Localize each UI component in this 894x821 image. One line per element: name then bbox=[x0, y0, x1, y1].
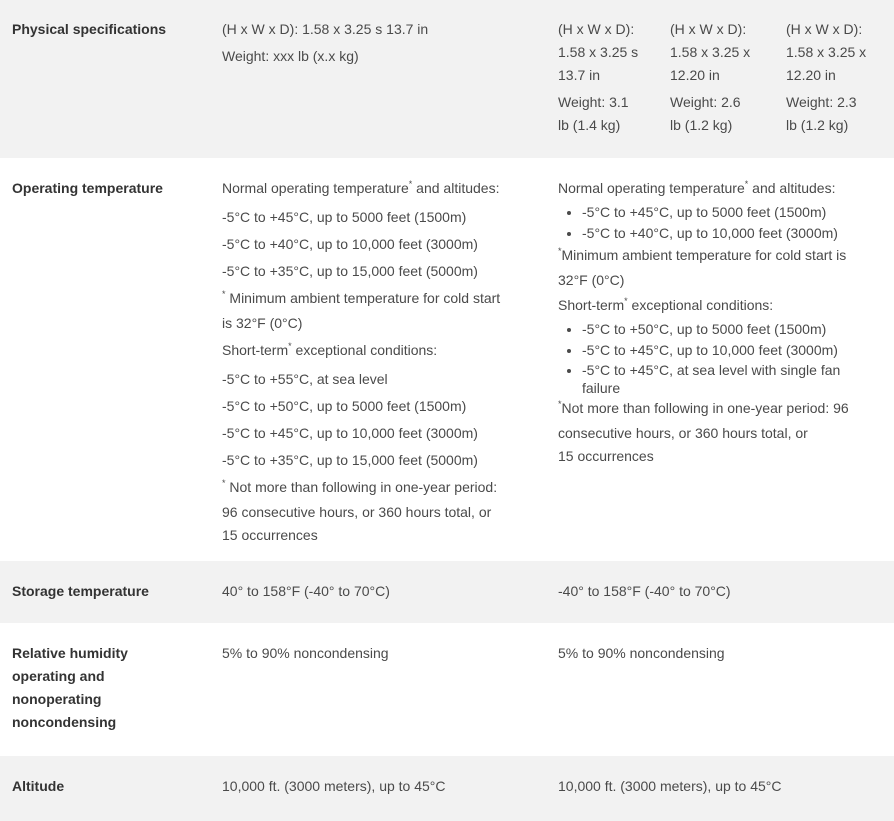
list-item: • -5°C to +45°C, up to 5000 feet (1500m) bbox=[582, 202, 878, 223]
list-item: • -5°C to +50°C, up to 5000 feet (1500m) bbox=[582, 319, 878, 340]
dims-line: (H x W x D): bbox=[670, 21, 747, 37]
label-line: nonoperating bbox=[12, 691, 102, 707]
weight-line: Weight: 2.6 bbox=[670, 94, 741, 110]
dims-line: (H x W x D): bbox=[558, 21, 635, 37]
operating-left bbox=[222, 177, 542, 547]
short-intro: Short-term* exceptional conditions: bbox=[558, 296, 774, 313]
dims-line: 1.58 x 3.25 x bbox=[670, 44, 751, 60]
dims-line: 13.7 in bbox=[558, 67, 601, 83]
row-label: Storage temperature bbox=[12, 583, 149, 599]
physical-col1 bbox=[222, 18, 428, 68]
dims-line: 1.58 x 3.25 s bbox=[558, 44, 639, 60]
row-operating-temperature bbox=[0, 158, 894, 561]
normal-intro: Normal operating temperature* and altitudes: bbox=[558, 179, 836, 196]
storage-right: -40° to 158°F (-40° to 70°C) bbox=[558, 583, 731, 599]
list-item: • -5°C to +45°C, at sea level with single fan failure bbox=[582, 361, 862, 397]
row-storage-temperature bbox=[0, 561, 894, 623]
normal-intro: Normal operating temperature* and altitudes: bbox=[222, 179, 500, 196]
condition-line: -5°C to +35°C, up to 15,000 feet (5000m) bbox=[222, 452, 478, 468]
footnote: is 32°F (0°C) bbox=[222, 315, 303, 331]
weight-line: lb (1.2 kg) bbox=[670, 117, 733, 133]
footnote: * Not more than following in one-year period: bbox=[222, 478, 498, 495]
physical-col3 bbox=[670, 18, 750, 137]
altitude-right: 10,000 ft. (3000 meters), up to 45°C bbox=[558, 778, 782, 794]
footnote: *Minimum ambient temperature for cold start is bbox=[558, 246, 847, 263]
condition-line: -5°C to +45°C, up to 10,000 feet (3000m) bbox=[222, 425, 478, 441]
humidity-left: 5% to 90% noncondensing bbox=[222, 645, 389, 661]
condition-line: -5°C to +40°C, up to 10,000 feet (3000m) bbox=[222, 236, 478, 252]
list-item: • -5°C to +45°C, up to 10,000 feet (3000m) bbox=[582, 340, 878, 361]
storage-left: 40° to 158°F (-40° to 70°C) bbox=[222, 583, 390, 599]
dims-line: 12.20 in bbox=[670, 67, 720, 83]
row-label: Operating temperature bbox=[12, 180, 163, 196]
weight-line: lb (1.4 kg) bbox=[558, 117, 621, 133]
footnote: 32°F (0°C) bbox=[558, 272, 625, 288]
humidity-right: 5% to 90% noncondensing bbox=[558, 645, 725, 661]
footnote: consecutive hours, or 360 hours total, or bbox=[558, 425, 808, 441]
normal-list bbox=[558, 202, 878, 244]
condition-line: -5°C to +50°C, up to 5000 feet (1500m) bbox=[222, 398, 467, 414]
physical-col2 bbox=[558, 18, 638, 137]
footnote: 96 consecutive hours, or 360 hours total, or bbox=[222, 504, 492, 520]
weight-line: Weight: 2.3 bbox=[786, 94, 857, 110]
row-label: Physical specifications bbox=[12, 21, 167, 37]
condition-line: -5°C to +35°C, up to 15,000 feet (5000m) bbox=[222, 263, 478, 279]
weight-text: Weight: xxx lb (x.x kg) bbox=[222, 48, 359, 64]
label-line: Relative humidity bbox=[12, 645, 128, 661]
list-item: • -5°C to +40°C, up to 10,000 feet (3000m) bbox=[582, 223, 878, 244]
short-intro: Short-term* exceptional conditions: bbox=[222, 341, 438, 358]
physical-col4 bbox=[786, 18, 866, 137]
label-line: operating and bbox=[12, 668, 105, 684]
weight-line: Weight: 3.1 bbox=[558, 94, 629, 110]
footnote: * Minimum ambient temperature for cold start bbox=[222, 289, 501, 306]
row-physical-specifications bbox=[0, 0, 894, 158]
dims-line: 1.58 x 3.25 x bbox=[786, 44, 867, 60]
dims-line: 12.20 in bbox=[786, 67, 836, 83]
condition-line: -5°C to +45°C, up to 5000 feet (1500m) bbox=[222, 209, 467, 225]
short-list bbox=[558, 319, 878, 397]
footnote: 15 occurrences bbox=[558, 448, 654, 464]
footnote: 15 occurrences bbox=[222, 527, 318, 543]
operating-right bbox=[558, 177, 878, 468]
dims-line: (H x W x D): bbox=[786, 21, 863, 37]
footnote: *Not more than following in one-year period: 96 bbox=[558, 399, 849, 416]
label-line: noncondensing bbox=[12, 714, 117, 730]
altitude-left: 10,000 ft. (3000 meters), up to 45°C bbox=[222, 778, 446, 794]
condition-line: -5°C to +55°C, at sea level bbox=[222, 371, 388, 387]
weight-line: lb (1.2 kg) bbox=[786, 117, 849, 133]
row-altitude bbox=[0, 756, 894, 821]
row-relative-humidity bbox=[0, 623, 894, 756]
dims-text: (H x W x D): 1.58 x 3.25 s 13.7 in bbox=[222, 21, 429, 37]
row-label: Altitude bbox=[12, 778, 65, 794]
row-label bbox=[12, 642, 182, 734]
